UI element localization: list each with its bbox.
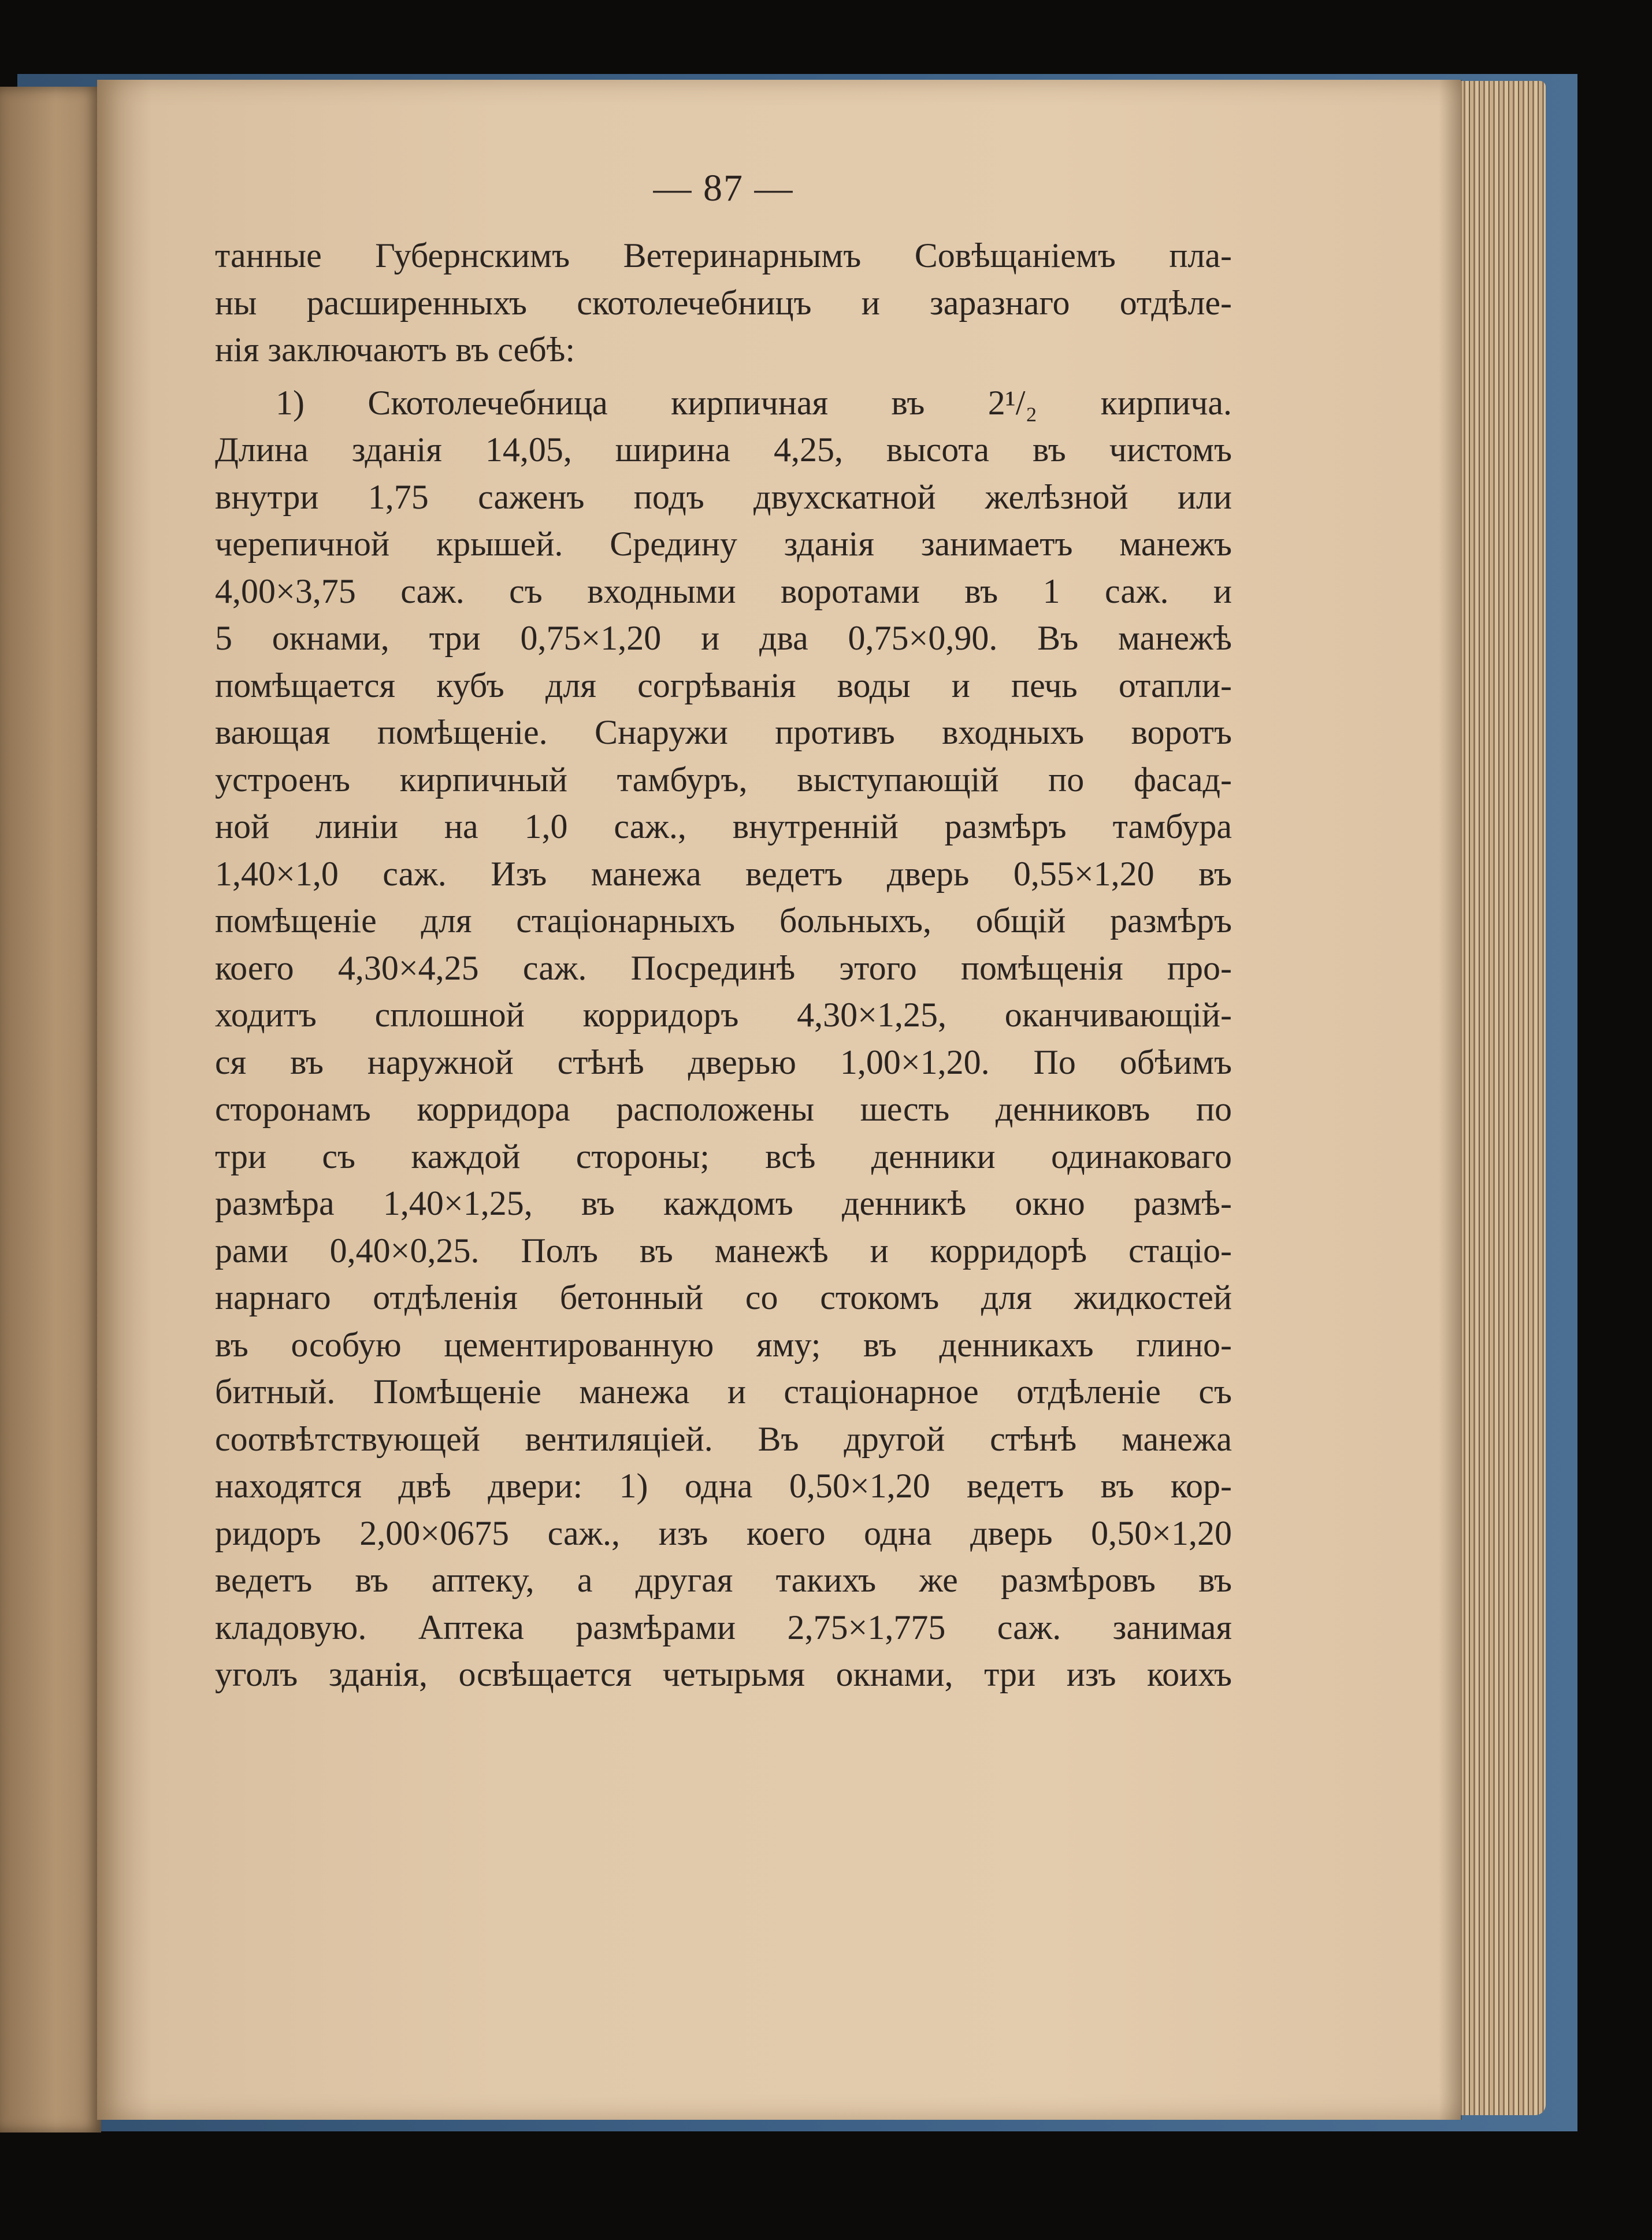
text-line: нарнаго отдѣленія бетонный со стокомъ для жидкостей [215,1278,1232,1316]
text-line: размѣра 1,40×1,25, въ каждомъ денникѣ окно размѣ- [215,1184,1232,1222]
text-line: ходитъ сплошной корридоръ 4,30×1,25, оканчивающій- [215,996,1232,1034]
page-content [215,166,1232,1698]
text-line: битный. Помѣщеніе манежа и стаціонарное отдѣленіе съ [215,1373,1232,1411]
text-line: ридоръ 2,00×0675 саж., изъ коего одна дверь 0,50×1,20 [215,1514,1232,1552]
text-line: ны расширенныхъ скотолечебницъ и заразнаго отдѣле- [215,283,1232,322]
body-text [215,232,1232,1698]
page-shade [1439,80,1462,2120]
text-line: соотвѣтствующей вентиляціей. Въ другой стѣнѣ манежа [215,1419,1232,1458]
text-line: ся въ наружной стѣнѣ дверью 1,00×1,20. По обѣимъ [215,1043,1232,1081]
text-line: рами 0,40×0,25. Полъ въ манежѣ и корридорѣ стаціо- [215,1231,1232,1270]
text-line: Длина зданія 14,05, ширина 4,25, высота въ чистомъ [215,431,1232,469]
text-line: нія заключаютъ въ себѣ: [215,331,576,369]
text-line: ведетъ въ аптеку, а другая такихъ же размѣровъ въ [215,1561,1232,1599]
text-line: уголъ зданія, освѣщается четырьмя окнами, три изъ коихъ [215,1655,1232,1693]
text-line: помѣщеніе для стаціонарныхъ больныхъ, общій размѣръ [215,902,1232,940]
text-line: сторонамъ корридора расположены шесть денниковъ по [215,1090,1232,1128]
text-line: коего 4,30×4,25 саж. Посрединѣ этого помѣщенія про- [215,948,1232,987]
text-line: устроенъ кирпичный тамбуръ, выступающій по фасад- [215,760,1232,799]
text-line: 4,00×3,75 саж. съ входными воротами въ 1 саж. и [215,572,1232,610]
text-line: помѣщается кубъ для согрѣванія воды и печь отапли- [215,666,1232,704]
text-line: танные Губернскимъ Ветеринарнымъ Совѣщаніемъ пла- [215,236,1232,275]
page-number: — 87 — [653,167,794,209]
previous-page-edge [0,87,101,2133]
text-line: находятся двѣ двери: 1) одна 0,50×1,20 ведетъ въ кор- [215,1467,1232,1505]
text-line: ной линіи на 1,0 саж., внутренній размѣръ тамбура [215,807,1232,845]
paragraph-start-line: 1) Скотолечебница кирпичная въ 2¹/₂ кирпича. [276,383,1232,422]
text-line: въ особую цементированную яму; въ денникахъ глино- [215,1325,1232,1364]
text-line: черепичной крышей. Средину зданія занимаетъ манежъ [215,525,1232,563]
text-line: 1,40×1,0 саж. Изъ манежа ведетъ дверь 0,55×1,20 въ [215,854,1232,893]
text-line: внутри 1,75 саженъ подъ двухскатной желѣзной или [215,477,1232,516]
page-stack-edges [1450,81,1546,2115]
text-line: кладовую. Аптека размѣрами 2,75×1,775 саж. занимая [215,1608,1232,1646]
text-line: 5 окнами, три 0,75×1,20 и два 0,75×0,90. Въ манежѣ [215,619,1232,657]
text-line: три съ каждой стороны; всѣ денники одинаковаго [215,1137,1232,1175]
text-line: вающая помѣщеніе. Снаружи противъ входныхъ воротъ [215,713,1232,751]
